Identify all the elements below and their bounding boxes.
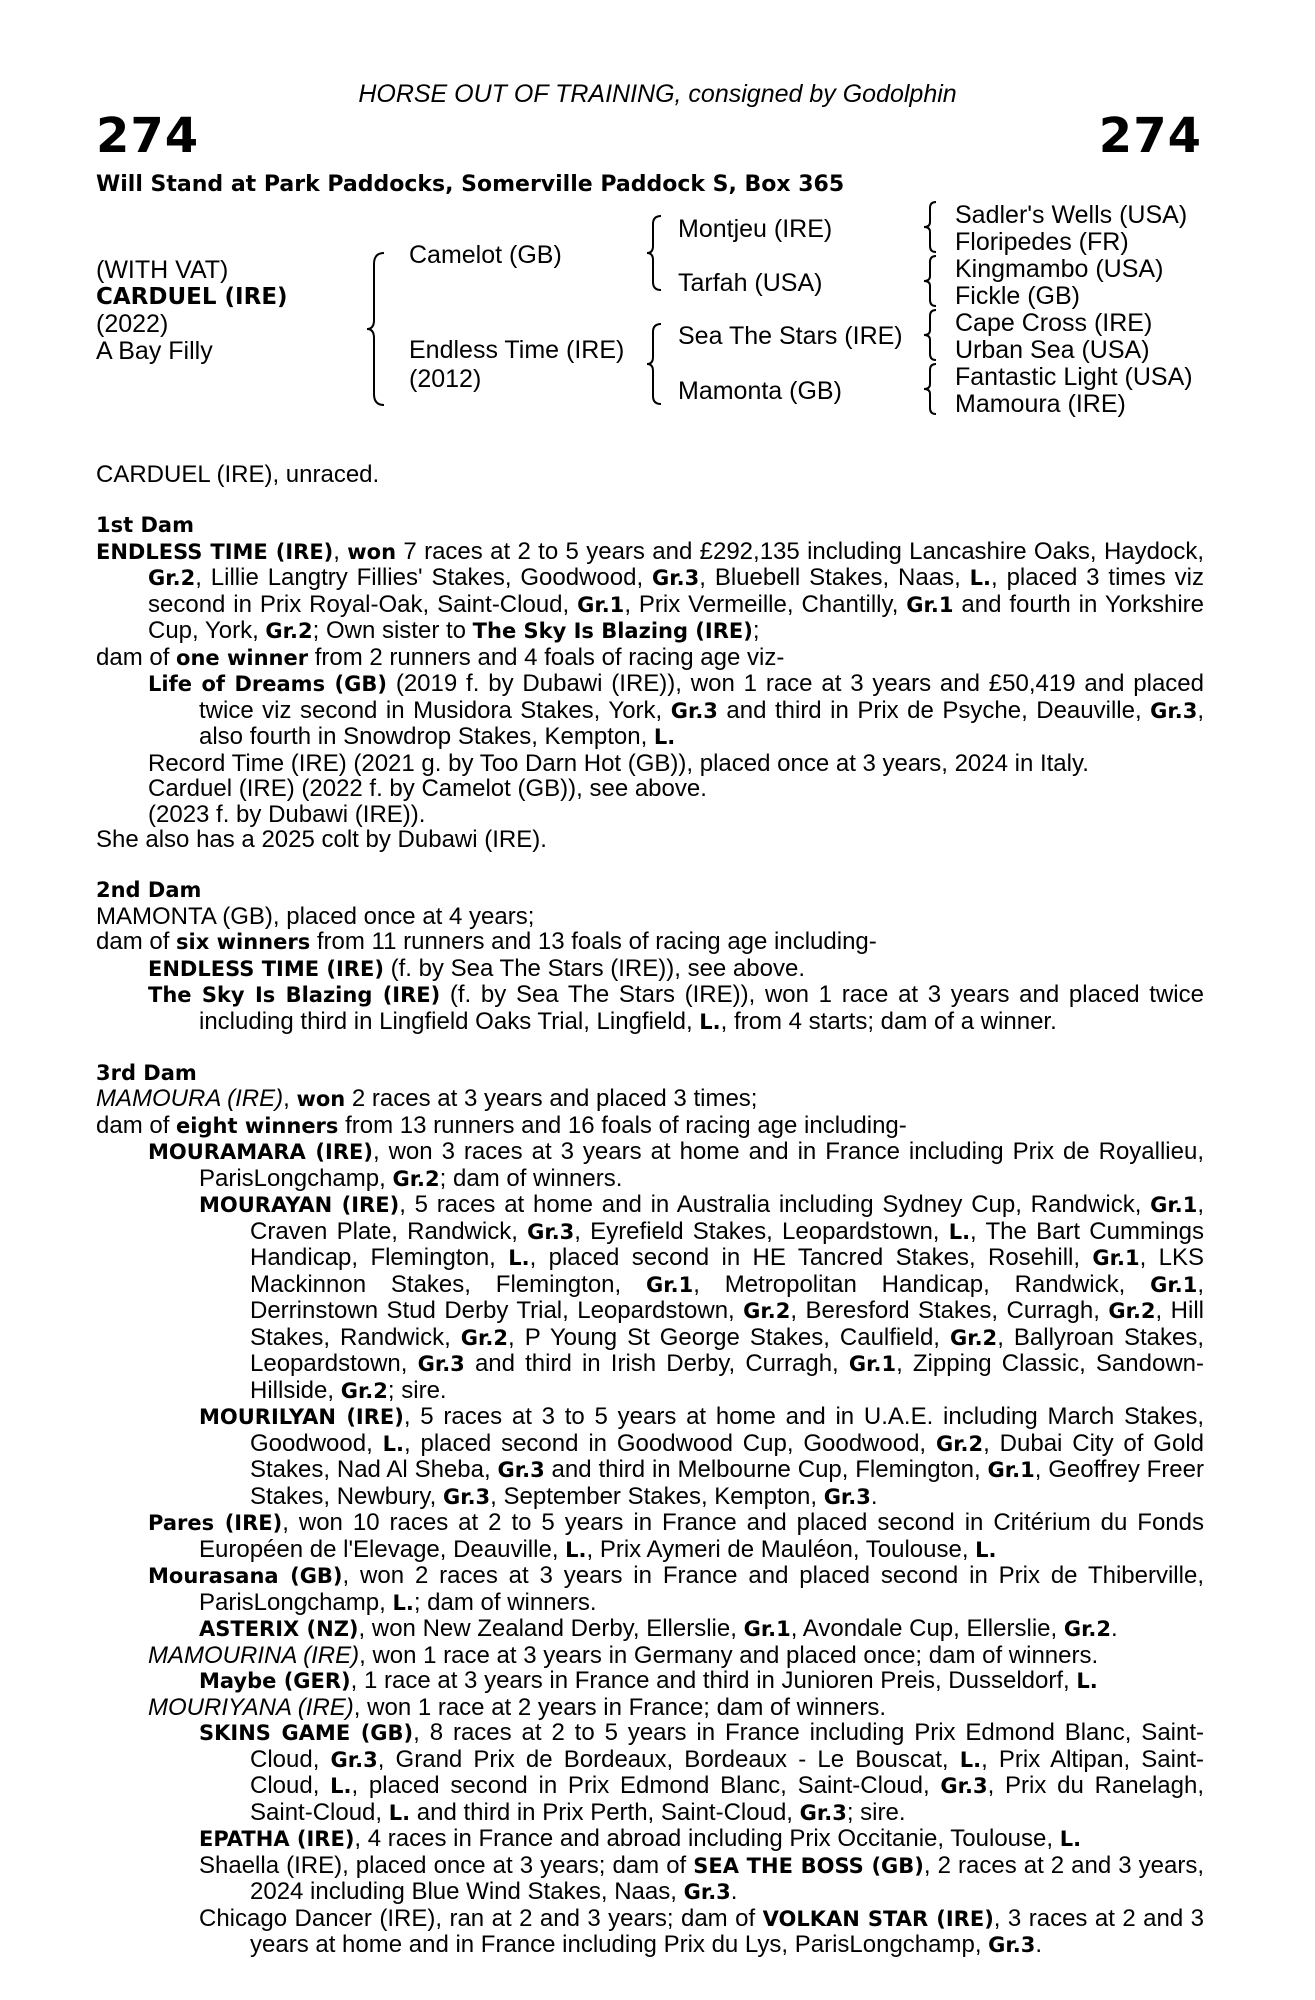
bold-text: L. (1059, 1827, 1082, 1851)
produce-entry: Mourasana (GB), won 2 races at 3 years in France and placed second in Prix de Thiberville, ParisLongchamp, L.; dam of winners. (148, 1562, 1204, 1616)
bold-text: Gr.3 (417, 1352, 465, 1376)
bold-text: MOURAMARA (IRE) (148, 1140, 373, 1164)
bold-text: Gr.2 (148, 566, 196, 590)
bold-text: six winners (176, 930, 311, 954)
bold-text: Gr.2 (935, 1431, 984, 1456)
pedigree-brace (922, 254, 940, 308)
produce-entry: Life of Dreams (GB) (2019 f. by Dubawi (IRE)), won 1 race at 3 years and £50,419 and placed twice viz second in Musidora Stakes, York, Gr.3 and third in Prix de Psyche, Deauville, Gr.3, also fourth in Snowdrop Stakes, Kempton, L. (148, 670, 1205, 750)
bold-text: SKINS GAME (GB) (199, 1721, 414, 1745)
bold-text: L. (959, 1747, 982, 1772)
bold-text: The Sky Is Blazing (IRE) (148, 983, 441, 1007)
produce-entry: ENDLESS TIME (IRE) (f. by Sea The Stars (IRE)), see above. (148, 954, 805, 982)
bold-text: L. (653, 725, 676, 749)
vat-label: (WITH VAT) (96, 256, 229, 284)
horse-name: CARDUEL (IRE) (96, 284, 288, 310)
bold-text: Gr.3 (652, 566, 700, 590)
produce-entry: (2023 f. by Dubawi (IRE)). (148, 800, 426, 828)
produce-entry: MOURAYAN (IRE), 5 races at home and in Australia including Sydney Cup, Randwick, Gr.1, Craven Plate, Randwick, Gr.3, Eyrefield Stakes, Leopardstown, L., The Bart Cummings Handicap, Flemington, L., placed second in HE Tancred Stakes, Rosehill, Gr.1, LKS Mackinnon Stakes, Flemington, Gr.1, Metropolitan Handicap, Randwick, Gr.1, Derrinstown Stud Derby Trial, Leopardstown, Gr.2, Beresford Stakes, Curragh, Gr.2, Hill Stakes, Randwick, Gr.2, P Young St George Stakes, Caulfield, Gr.2, Ballyroan Stakes, Leopardstown, Gr.3 and third in Irish Derby, Curragh, Gr.1, Zipping Classic, Sandown-Hillside, Gr.2; sire. (199, 1191, 1205, 1404)
sire-sire: Montjeu (IRE) (678, 215, 833, 243)
bold-text: Gr.3 (1150, 698, 1198, 723)
dam-dam: Mamonta (GB) (678, 377, 842, 405)
dam-year: (2012) (409, 365, 482, 393)
dam-entry: MAMONTA (GB), placed once at 4 years; (96, 902, 535, 930)
second-dam-heading: 2nd Dam (96, 878, 202, 902)
bold-text: Gr.1 (1150, 1272, 1198, 1297)
pedigree-brace (922, 200, 940, 254)
bold-text: Pares (IRE) (148, 1511, 283, 1535)
bold-text: Gr.2 (1108, 1299, 1156, 1323)
bold-text: Gr.3 (940, 1774, 988, 1798)
bold-text: Gr.3 (683, 1880, 731, 1904)
bold-text: SEA THE BOSS (GB) (693, 1853, 924, 1878)
bold-text: Gr.3 (823, 1484, 871, 1509)
bold-text: eight winners (176, 1113, 339, 1138)
bold-text: L. (975, 1537, 997, 1562)
dam-sire: Sea The Stars (IRE) (678, 322, 903, 350)
pedigree-brace (364, 250, 388, 408)
bold-text: Gr.1 (1092, 1246, 1140, 1270)
pedigree-g3-ancestor: Mamoura (IRE) (955, 390, 1126, 418)
bold-text: Gr.1 (646, 1272, 694, 1297)
produce-entry: The Sky Is Blazing (IRE) (f. by Sea The Stars (IRE)), won 1 race at 3 years and placed twice including third in Lingfield Oaks Trial, Lingfield, L., from 4 starts; dam of a winner. (148, 981, 1204, 1035)
bold-text: Gr.3 (442, 1484, 491, 1509)
bold-text: Gr.1 (1150, 1193, 1198, 1217)
italic-text: MOURIYANA (IRE) (148, 1693, 354, 1721)
first-dam-heading: 1st Dam (96, 513, 194, 537)
bold-text: MOURILYAN (IRE) (199, 1405, 404, 1429)
bold-text: Gr.2 (949, 1325, 998, 1350)
bold-text: Gr.3 (799, 1800, 847, 1825)
bold-text: won (296, 1087, 346, 1111)
bold-text: The Sky Is Blazing (IRE) (472, 619, 753, 643)
bold-text: MOURAYAN (IRE) (199, 1193, 400, 1217)
bold-text: Maybe (GER) (199, 1669, 351, 1693)
bold-text: ENDLESS TIME (IRE) (96, 539, 334, 564)
sire: Camelot (GB) (409, 241, 562, 269)
horse-year: (2022) (96, 310, 169, 338)
lot-number-left: 274 (96, 108, 200, 164)
bold-text: Gr.2 (460, 1325, 508, 1350)
pedigree-brace (645, 322, 665, 408)
pedigree-g3-ancestor: Fickle (GB) (955, 282, 1080, 310)
sire-dam: Tarfah (USA) (678, 269, 823, 297)
bold-text: L. (969, 566, 991, 590)
horse-description: A Bay Filly (96, 337, 213, 365)
bold-text: one winner (176, 645, 309, 670)
bold-text: L. (382, 1431, 404, 1456)
bold-text: L. (508, 1246, 530, 1270)
produce-entry: Chicago Dancer (IRE), ran at 2 and 3 years; dam of VOLKAN STAR (IRE), 3 races at 2 and 3 years at home and in France including Prix du Lys, ParisLongchamp, Gr.3. (199, 1904, 1204, 1958)
pedigree-brace (922, 308, 940, 362)
bold-text: L. (388, 1800, 411, 1825)
bold-text: Gr.1 (848, 1352, 897, 1376)
produce-entry: MAMOURINA (IRE), won 1 race at 3 years in Germany and placed once; dam of winners. (148, 1641, 1099, 1669)
pedigree-g3-ancestor: Cape Cross (IRE) (955, 309, 1153, 337)
produce-entry: SKINS GAME (GB), 8 races at 2 to 5 years in France including Prix Edmond Blanc, Saint-Cloud, Gr.3, Grand Prix de Bordeaux, Bordeaux - Le Bouscat, L., Prix Altipan, Saint-Cloud, L., placed second in Prix Edmond Blanc, Saint-Cloud, Gr.3, Prix du Ranelagh, Saint-Cloud, L. and third in Prix Perth, Saint-Cloud, Gr.3; sire. (199, 1719, 1204, 1826)
produce-entry: MOURILYAN (IRE), 5 races at 3 to 5 years at home and in U.A.E. including March Stakes, Goodwood, L., placed second in Goodwood Cup, Goodwood, Gr.2, Dubai City of Gold Stakes, Nad Al Sheba, Gr.3 and third in Melbourne Cup, Flemington, Gr.1, Geoffrey Freer Stakes, Newbury, Gr.3, September Stakes, Kempton, Gr.3. (199, 1403, 1204, 1510)
pedigree-g3-ancestor: Kingmambo (USA) (955, 255, 1164, 283)
produce-entry: Maybe (GER), 1 race at 3 years in France and third in Junioren Preis, Dusseldorf, L. (199, 1667, 1098, 1694)
bold-text: L. (948, 1219, 971, 1244)
consignor-line: HORSE OUT OF TRAINING, consigned by Godolphin (358, 80, 957, 108)
produce-entry: Record Time (IRE) (2021 g. by Too Darn Hot (GB)), placed once at 3 years, 2024 in Italy. (148, 749, 1089, 777)
italic-text: MAMOURINA (IRE) (148, 1641, 360, 1669)
dam-entry: ENDLESS TIME (IRE), won 7 races at 2 to 5 years and £292,135 including Lancashire Oaks, Haydock, Gr.2, Lillie Langtry Fillies' Stakes, Goodwood, Gr.3, Bluebell Stakes, Naas, L., placed 3 times viz second in Prix Royal-Oak, Saint-Cloud, Gr.1, Prix Vermeille, Chantilly, Gr.1 and fourth in Yorkshire Cup, York, Gr.2; Own sister to The Sky Is Blazing (IRE); (96, 537, 1204, 644)
bold-text: Gr.2 (392, 1166, 440, 1191)
bold-text: L. (699, 1009, 721, 1034)
bold-text: VOLKAN STAR (IRE) (762, 1906, 994, 1931)
pedigree-g3-ancestor: Fantastic Light (USA) (955, 363, 1193, 391)
pedigree-g3-ancestor: Floripedes (FR) (955, 228, 1129, 256)
third-dam-section (96, 1061, 1204, 1959)
first-dam-section (96, 513, 1204, 853)
bold-text: Mourasana (GB) (148, 1564, 343, 1588)
bold-text: L. (330, 1774, 352, 1798)
dam-produce-summary: dam of six winners from 11 runners and 13 foals of racing age including- (96, 928, 877, 955)
bold-text: EPATHA (IRE) (199, 1827, 355, 1851)
bold-text: Gr.1 (743, 1617, 791, 1641)
catalogue-body (96, 462, 1204, 1959)
third-dam-heading: 3rd Dam (96, 1060, 197, 1085)
bold-text: Gr.1 (987, 1458, 1035, 1482)
bold-text: ASTERIX (NZ) (199, 1617, 359, 1641)
race-summary: CARDUEL (IRE), unraced. (96, 461, 380, 488)
bold-text: L. (565, 1537, 587, 1562)
produce-note: She also has a 2025 colt by Dubawi (IRE). (96, 826, 547, 853)
dam: Endless Time (IRE) (409, 336, 625, 364)
bold-text: Gr.3 (988, 1933, 1036, 1957)
dam-produce-summary: dam of one winner from 2 runners and 4 foals of racing age viz- (96, 643, 785, 671)
bold-text: L. (1076, 1669, 1098, 1693)
bold-text: Life of Dreams (GB) (148, 672, 387, 696)
dam-entry: MAMOURA (IRE), won 2 races at 3 years and placed 3 times; (96, 1085, 758, 1112)
bold-text: Gr.2 (743, 1299, 791, 1323)
bold-text: Gr.3 (527, 1219, 575, 1244)
pedigree-brace (645, 214, 665, 294)
bold-text: Gr.3 (330, 1747, 378, 1772)
bold-text: Gr.1 (577, 592, 625, 617)
produce-entry: Carduel (IRE) (2022 f. by Camelot (GB)), see above. (148, 775, 707, 802)
produce-entry: Pares (IRE), won 10 races at 2 to 5 years in France and placed second in Critérium du Fonds Européen de l'Elevage, Deauville, L., Prix Aymeri de Mauléon, Toulouse, L. (148, 1509, 1205, 1563)
lot-number-right: 274 (1098, 108, 1202, 164)
stand-location: Will Stand at Park Paddocks, Somerville Paddock S, Box 365 (96, 172, 845, 197)
bold-text: Gr.2 (1063, 1617, 1112, 1641)
pedigree-g3-ancestor: Sadler's Wells (USA) (955, 201, 1188, 229)
bold-text: Gr.3 (497, 1458, 545, 1482)
bold-text: Gr.1 (906, 592, 954, 617)
dam-produce-summary: dam of eight winners from 13 runners and 16 foals of racing age including- (96, 1111, 907, 1139)
bold-text: L. (392, 1590, 414, 1615)
bold-text: won (347, 539, 397, 564)
pedigree-brace (922, 362, 940, 416)
produce-entry: ASTERIX (NZ), won New Zealand Derby, Ellerslie, Gr.1, Avondale Cup, Ellerslie, Gr.2. (199, 1615, 1118, 1642)
produce-entry: Shaella (IRE), placed once at 3 years; dam of SEA THE BOSS (GB), 2 races at 2 and 3 years, 2024 including Blue Wind Stakes, Naas, Gr.3. (199, 1851, 1204, 1905)
pedigree-g3-ancestor: Urban Sea (USA) (955, 336, 1150, 364)
italic-text: MAMOURA (IRE) (96, 1085, 284, 1112)
second-dam-section (96, 878, 1204, 1035)
produce-entry: EPATHA (IRE), 4 races in France and abroad including Prix Occitanie, Toulouse, L. (199, 1825, 1082, 1852)
produce-entry: MOURIYANA (IRE), won 1 race at 2 years in France; dam of winners. (148, 1693, 887, 1721)
bold-text: ENDLESS TIME (IRE) (148, 956, 384, 981)
bold-text: Gr.3 (670, 698, 718, 723)
bold-text: Gr.2 (265, 619, 313, 643)
produce-entry: MOURAMARA (IRE), won 3 races at 3 years at home and in France including Prix de Royallieu, ParisLongchamp, Gr.2; dam of winners. (148, 1138, 1204, 1192)
bold-text: Gr.2 (340, 1378, 388, 1403)
